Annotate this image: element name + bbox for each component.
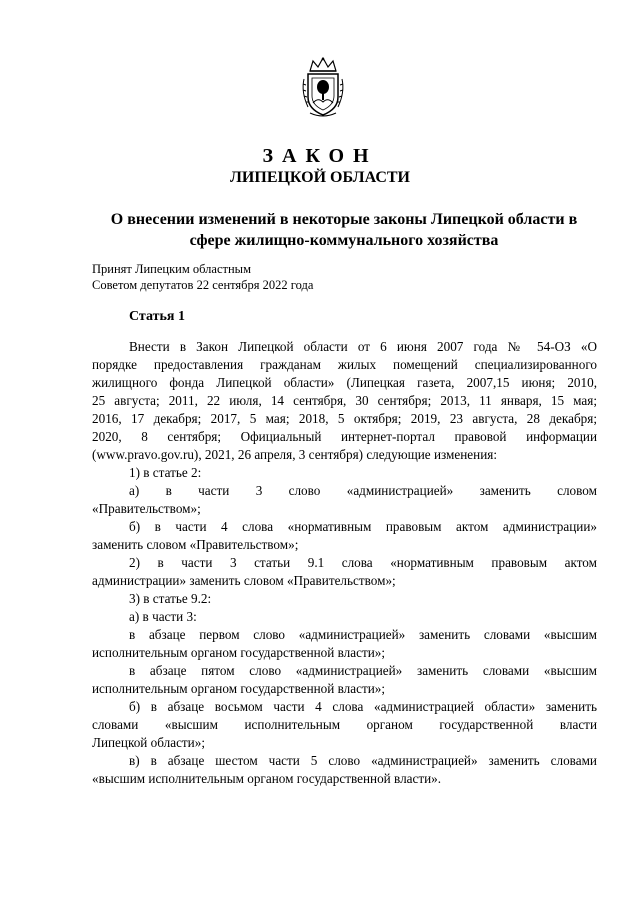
text-line: (www.pravo.gov.ru), 2021, 26 апреля, 3 сентября) следующие изменения:: [92, 447, 497, 462]
subject-line: сфере жилищно-коммунального хозяйства: [189, 232, 499, 249]
text-line: 25 августа; 2011, 22 июля, 14 сентября, 30 сентября; 2013, 11 января, 15 мая;: [92, 393, 597, 408]
region-name: ЛИПЕЦКОЙ ОБЛАСТИ: [230, 169, 410, 186]
item-3a-p2-line: исполнительным органом государственной власти»;: [92, 681, 386, 696]
item-1a-line: а) в части 3 слово «администрацией» заменить словом: [129, 483, 597, 498]
text-line: жилищного фонда Липецкой области» (Липецкая газета, 2007,15 июня; 2010,: [92, 375, 597, 390]
item-3a-p2-line: в абзаце пятом слово «администрацией» заменить словами «высшим: [129, 663, 597, 678]
item-3c-line: «высшим исполнительным органом государственной власти».: [92, 771, 442, 786]
article-body: [92, 338, 597, 788]
item-1b-line: б) в части 4 слова «нормативным правовым актом администрации»: [129, 519, 597, 534]
item-3b-line: словами «высшим исполнительным органом государственной власти: [92, 717, 597, 732]
adoption-line: Принят Липецким областным: [92, 262, 251, 276]
item-1b-line: заменить словом «Правительством»;: [92, 537, 299, 552]
text-line: 2020, 8 сентября; Официальный интернет-портал правовой информации: [92, 429, 597, 444]
item-3b-line: Липецкой области»;: [92, 735, 205, 750]
item-2-line: администрации» заменить словом «Правительством»;: [92, 573, 396, 588]
item-1a-cont: «Правительством»;: [92, 501, 201, 516]
item-1: 1) в статье 2:: [129, 465, 202, 480]
article-title: Статья 1: [129, 309, 185, 324]
item-3a-p1-line: в абзаце первом слово «администрацией» заменить словами «высшим: [129, 627, 597, 642]
text-line: Внести в Закон Липецкой области от 6 июня 2007 года № 54-ОЗ «О: [129, 339, 597, 354]
text-line: 2016, 17 декабря; 2017, 5 мая; 2018, 5 октября; 2019, 23 августа, 28 декабря;: [92, 411, 597, 426]
item-3a-p1-line: исполнительным органом государственной власти»;: [92, 645, 386, 660]
item-3: 3) в статье 9.2:: [129, 591, 212, 606]
adoption-line: Советом депутатов 22 сентября 2022 года: [92, 277, 314, 292]
subject-line: О внесении изменений в некоторые законы Липецкой области в: [110, 211, 578, 228]
intro-paragraph: [92, 338, 597, 464]
law-subject: [92, 209, 596, 251]
item-3c-line: в) в абзаце шестом части 5 слово «администрацией» заменить словами: [129, 753, 597, 768]
item-3a: а) в части 3:: [129, 609, 197, 624]
item-2-line: 2) в части 3 статьи 9.1 слова «нормативным правовым актом: [129, 555, 597, 570]
adoption-note: [92, 262, 313, 293]
lipetsk-coat-of-arms-icon: [298, 57, 348, 119]
text-line: порядке предоставления гражданам жилых помещений специализированного: [92, 357, 597, 372]
item-3b-line: б) в абзаце восьмом части 4 слова «администрацией области» заменить: [129, 699, 597, 714]
law-title: ЗАКОН: [262, 145, 378, 167]
